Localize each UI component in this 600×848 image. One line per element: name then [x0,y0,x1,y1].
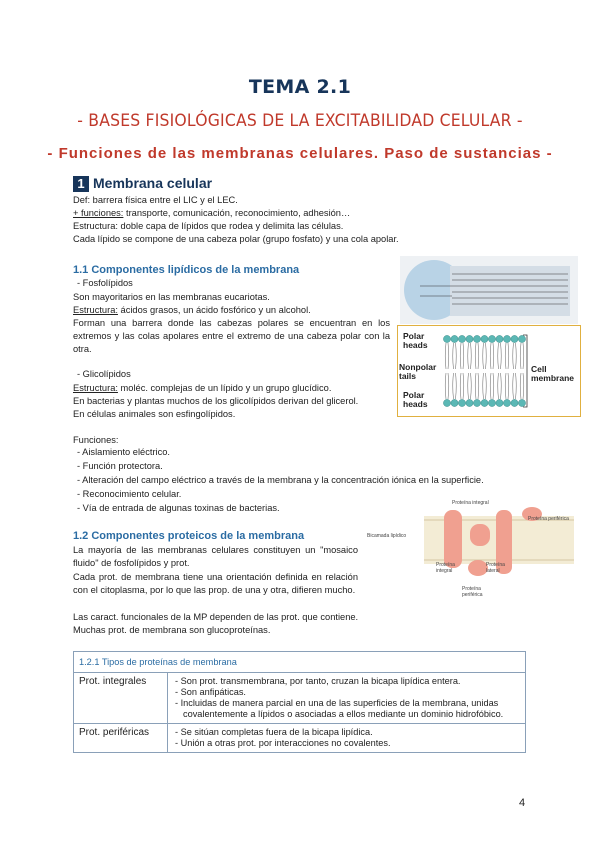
functions-line [73,207,350,220]
label-nonpolar-tails: Nonpolar tails [399,362,437,381]
phospho-line1: Son mayoritarios en las membranas eucariotas. [73,292,270,302]
glyco-line3: En células animales son esfingolípidos. [73,409,236,419]
polar-head [473,335,480,342]
label-integral-bottom: Proteína integral [436,562,455,574]
polar-head [496,399,503,406]
phospho-paragraph: Forman una barrera donde las cabezas polares se encuentran en los extremos y las colas apolares entre el extremo de una cabeza polar con la otra. [73,318,390,354]
function-item: - Alteración del campo eléctrico a través de la membrana y la concentración iónica en la superficie. [77,475,484,485]
list-item: - Son anfipáticas. [175,687,246,697]
lipids-subsection-title: 1.1 Componentes lipídicos de la membrana [73,264,300,276]
glyco-struct-text: moléc. complejas de un lípido y un grupo glucídico. [120,383,332,393]
polar-head [473,399,480,406]
protein-types-table [73,651,526,753]
polar-head [503,335,510,342]
def-text: barrera física entre el LIC y el LEC. [92,195,238,205]
polar-heads-bottom [443,399,525,406]
row-label: Prot. integrales [74,673,168,724]
table-row [74,724,526,753]
label-polar-heads-bottom: Polar heads [403,390,428,409]
func-label: + funciones: [73,208,124,218]
polar-head [451,335,458,342]
struct-text: doble capa de lípidos que rodea y delimita las células. [120,221,344,231]
phospholipids-item: - Fosfolípidos [77,278,133,288]
row-label: Prot. periféricas [74,724,168,753]
polar-head [458,399,465,406]
phospho-struct-text: ácidos grasos, un ácido fosfórico y un alcohol. [120,305,311,315]
label-bicapa: Bicamada lipídico [367,533,407,539]
function-item: - Vía de entrada de algunas toxinas de bacterias. [77,503,280,513]
proteins-line4: Muchas prot. de membrana son glucoproteínas. [73,625,271,635]
list-item: - Son prot. transmembrana, por tanto, cruzan la bicapa lipídica entera. [175,676,461,686]
page-number: 4 [519,797,526,809]
protein-integral-1 [444,510,462,568]
proteins-para2: Cada prot. de membrana tiene una orientación definida en relación con el citoplasma, por lo que las prop. de una y otra, difieren mucho. [73,572,358,595]
polar-head [496,335,503,342]
polar-head [518,335,525,342]
document-subtitle: - BASES FISIOLÓGICAS DE LA EXCITABILIDAD CELULAR - [77,111,523,131]
table-row [74,673,526,724]
label-peripheral-right: Proteína periférica [528,516,569,522]
phospholipid-structure-figure [400,256,578,324]
row-content [168,724,526,753]
proteins-line3: Las caract. funcionales de la MP dependen de las prot. que contiene. [73,612,359,622]
struct-label: Estructura: [73,221,118,231]
glyco-structure [73,382,331,395]
proteins-para1: La mayoría de las membranas celulares constituyen un "mosaico fluido" de fosfolípidos y prot. [73,545,358,568]
section-number-badge: 1 [73,176,89,192]
structure-line [73,220,343,233]
def-label: Def: [73,195,91,205]
document-topic: - Funciones de las membranas celulares. Paso de sustancias - [47,145,553,162]
polar-head [466,335,473,342]
polar-head [481,399,488,406]
polar-head [443,335,450,342]
protein-peripheral-bottom [468,560,488,576]
polar-head [503,399,510,406]
polar-head [518,399,525,406]
polar-heads-top [443,335,525,342]
list-item: - Incluidas de manera parcial en una de las superficies de la membrana, unidas covalentemente a lípidos o asociadas a ellos mediante un dominio hidrofóbico. [175,698,504,719]
label-cell-membrane: Cell membrane [531,364,574,383]
section-title: Membrana celular [93,175,213,191]
tail-region [450,266,570,316]
list-item: - Se sitúan completas fuera de la bicapa lipídica. [175,727,373,737]
list-item: - Unión a otras prot. por interacciones no covalentes. [175,738,391,748]
polar-head [451,399,458,406]
glyco-line2: En bacterias y plantas muchos de los glicolípidos derivan del glicerol. [73,396,359,406]
polar-head [488,399,495,406]
label-lateral: Proteína lateral [486,562,505,574]
polar-head [481,335,488,342]
polar-head [443,399,450,406]
polar-head [458,335,465,342]
polar-head [466,399,473,406]
glyco-struct-label: Estructura: [73,383,118,393]
document-title: TEMA 2.1 [248,76,352,98]
function-item: - Aislamiento eléctrico. [77,447,171,457]
label-peripheral-bottom: Proteína periférica [462,586,483,598]
polar-head [511,335,518,342]
table-header-row [74,652,526,673]
row-content [168,673,526,724]
lipid-composition-line: Cada lípido se compone de una cabeza polar (grupo fosfato) y una cola apolar. [73,234,399,244]
func-text: transporte, comunicación, reconocimiento, adhesión… [126,208,351,218]
polar-head [511,399,518,406]
phospho-struct-label: Estructura: [73,305,118,315]
glycolipids-item: - Glicolípidos [77,369,131,379]
definition-line [73,194,238,207]
polar-head [488,335,495,342]
protein-peripheral-inner [470,524,490,546]
function-item: - Función protectora. [77,461,163,471]
proteins-subsection-title: 1.2 Componentes proteicos de la membrana [73,530,305,542]
table-title: 1.2.1 Tipos de proteínas de membrana [74,652,526,673]
function-item: - Reconocimiento celular. [77,489,182,499]
label-polar-heads-top: Polar heads [403,331,428,350]
phospho-structure [73,304,311,317]
label-integral-top: Proteína integral [452,500,489,506]
functions-title: Funciones: [73,435,119,445]
